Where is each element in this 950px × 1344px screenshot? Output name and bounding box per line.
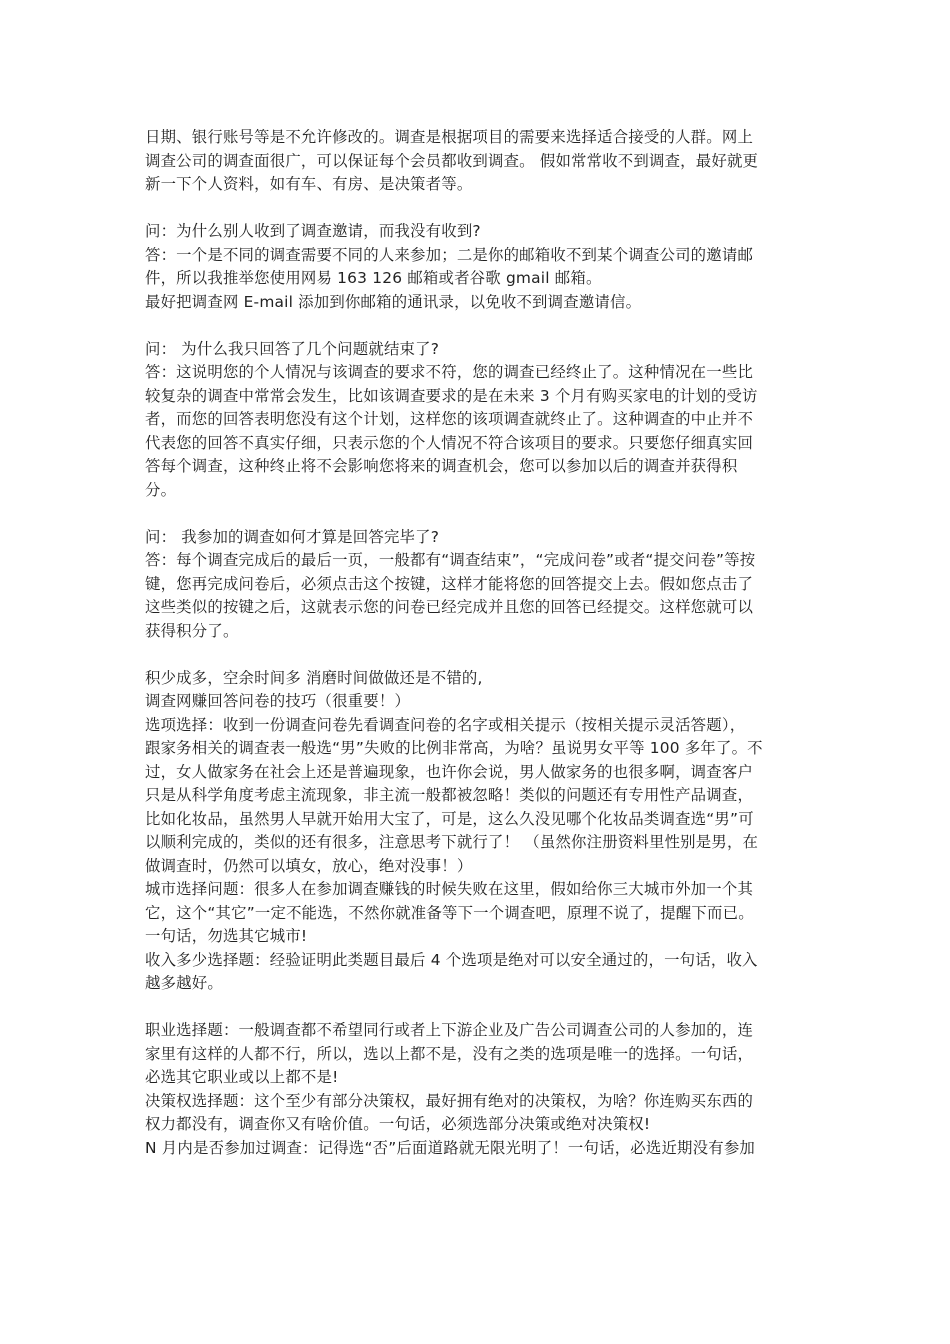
- paragraph-gap: [145, 996, 805, 1020]
- text-line: 以顺利完成的，类似的还有很多，注意思考下就行了！ （虽然你注册资料里性别是男，在: [145, 833, 759, 851]
- text-line: 过，女人做家务在社会上还是普遍现象，也许你会说，男人做家务的也很多啊，调查客户: [145, 762, 754, 781]
- answer-line: 件，所以我推举您使用网易 163 126 邮箱或者谷歌 gmail 邮箱。: [145, 269, 602, 287]
- question-line: 问：为什么别人收到了调查邀请，而我没有收到?: [145, 222, 481, 240]
- answer-line: 者，而您的回答表明您没有这个计划，这样您的该项调查就终止了。这种调查的中止并不: [145, 410, 754, 428]
- tips-block: [145, 667, 805, 996]
- text-line: 积少成多，空余时间多 消磨时间做做还是不错的,: [145, 668, 483, 687]
- text-line: 它，这个“其它”一定不能选，不然你就准备等下一个调查吧，原理不说了，提醒下而已。: [145, 903, 754, 922]
- tips-2-block: [145, 1019, 805, 1160]
- answer-line: 这些类似的按键之后，这就表示您的问卷已经完成并且您的回答已经提交。这样您就可以: [145, 598, 754, 616]
- text-line: 越多越好。: [145, 974, 223, 992]
- text-line: 选项选择：收到一份调查问卷先看调查问卷的名字或相关提示（按相关提示灵活答题），: [145, 715, 746, 734]
- text-line: 只是从科学角度考虑主流现象，非主流一般都被忽略！类似的问题还有专用性产品调查，: [145, 786, 754, 804]
- text-line: 日期、银行账号等是不允许修改的。调查是根据项目的需要来选择适合接受的人群。网上: [145, 128, 754, 146]
- answer-line: 获得积分了。: [145, 621, 239, 640]
- paragraph-gap: [145, 643, 805, 667]
- answer-line: 代表您的回答不真实仔细，只表示您的个人情况不符合该项目的要求。只要您仔细真实回: [145, 433, 754, 452]
- text-line: 跟家务相关的调查表一般选“男”失败的比例非常高，为啥？虽说男女平等 100 多年了。不: [145, 739, 763, 757]
- text-line: 决策权选择题：这个至少有部分决策权，最好拥有绝对的决策权，为啥？你连购买东西的: [145, 1091, 754, 1110]
- answer-line: 最好把调查网 E-mail 添加到你邮箱的通讯录，以免收不到调查邀请信。: [145, 292, 642, 311]
- paragraph-gap: [145, 314, 805, 338]
- qa-invite-block: [145, 220, 805, 314]
- paragraph-gap: [145, 197, 805, 221]
- intro-paragraph: [145, 126, 805, 197]
- text-line: 家里有这样的人都不行，所以，选以上都不是，没有之类的选项是唯一的选择。一句话，: [145, 1044, 754, 1063]
- text-line: 权力都没有，调查你又有啥价值。一句话，必须选部分决策或绝对决策权!: [145, 1115, 651, 1133]
- answer-line: 答：这说明您的个人情况与该调查的要求不符，您的调查已经终止了。这种情况在一些比: [145, 363, 754, 381]
- qa-complete-block: [145, 526, 805, 644]
- answer-line: 较复杂的调查中常常会发生，比如该调查要求的是在未来 3 个月有购买家电的计划的受访: [145, 386, 758, 405]
- text-line: 一句话，勿选其它城市!: [145, 927, 308, 945]
- answer-line: 答：一个是不同的调查需要不同的人来参加；二是你的邮箱收不到某个调查公司的邀请邮: [145, 245, 754, 264]
- qa-ended-block: [145, 338, 805, 503]
- answer-line: 答：每个调查完成后的最后一页，一般都有“调查结束”，“完成问卷”或者“提交问卷”等按: [145, 551, 756, 569]
- answer-line: 答每个调查，这种终止将不会影响您将来的调查机会，您可以参加以后的调查并获得积: [145, 457, 738, 475]
- answer-line: 分。: [145, 480, 177, 499]
- text-line: 新一下个人资料，如有车、有房、是决策者等。: [145, 175, 473, 193]
- text-line: 必选其它职业或以上都不是!: [145, 1068, 339, 1086]
- document-page: [145, 126, 805, 1160]
- text-line: 城市选择问题：很多人在参加调查赚钱的时候失败在这里，假如给你三大城市外加一个其: [145, 880, 754, 898]
- tips-heading: 调查网赚回答问卷的技巧（很重要！）: [145, 692, 411, 710]
- text-line: 调查公司的调查面很广，可以保证每个会员都收到调查。 假如常常收不到调查，最好就更: [145, 151, 759, 170]
- text-line: 比如化妆品，虽然男人早就开始用大宝了，可是，这么久没见哪个化妆品类调查选“男”可: [145, 809, 754, 828]
- text-line: 职业选择题：一般调查都不希望同行或者上下游企业及广告公司调查公司的人参加的，连: [145, 1021, 754, 1039]
- text-line: 做调查时，仍然可以填女，放心，绝对没事！）: [145, 856, 473, 875]
- text-line: N 月内是否参加过调查：记得选“否”后面道路就无限光明了！一句话，必选近期没有参加: [145, 1138, 756, 1157]
- question-line: 问： 我参加的调查如何才算是回答完毕了?: [145, 527, 440, 546]
- paragraph-gap: [145, 502, 805, 526]
- answer-line: 键，您再完成问卷后，必须点击这个按键，这样才能将您的回答提交上去。假如您点击了: [145, 574, 754, 593]
- question-line: 问： 为什么我只回答了几个问题就结束了?: [145, 339, 440, 358]
- text-line: 收入多少选择题：经验证明此类题目最后 4 个选项是绝对可以安全通过的，一句话，收入: [145, 950, 758, 969]
